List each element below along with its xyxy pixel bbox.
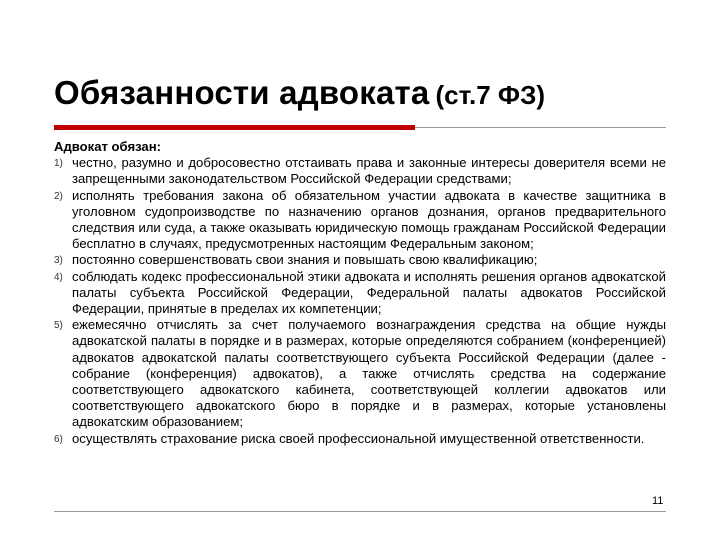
list-item-text: честно, разумно и добросовестно отстаивать права и законные интересы доверителя всеми не запрещенными законодательством Российской Федерации средствами; [72,155,666,187]
list-item [54,188,666,253]
list-item-text: исполнять требования закона об обязательном участии адвоката в качестве защитника в уголовном судопроизводстве по назначению органов дознания, органов предварительного следствия или суда, а также оказывать юридическую помощь гражданам Российской Федерации бесплатно в случаях, предусмотренных настоящим Федеральным законом; [72,187,666,252]
list-item [54,317,666,430]
list-item [54,155,666,187]
list-item [54,269,666,318]
list-item-number: 3) [54,255,63,267]
list-item-number: 2) [54,190,63,202]
title-accent-bar [54,125,415,130]
footer-divider-line [54,511,666,512]
page-number: 11 [652,495,664,507]
list-item-text: соблюдать кодекс профессиональной этики адвоката и исполнять решения органов адвокатской палаты субъекта Российской Федерации, Федеральной палаты адвокатов Российской Федерации, принятые в пределах их компетенции; [72,268,666,317]
list-item-text: осуществлять страхование риска своей профессиональной имущественной ответственности. [72,430,645,446]
duties-list [54,155,666,447]
list-item-number: 5) [54,320,63,332]
body-heading: Адвокат обязан: [54,139,161,154]
slide-title [54,74,545,112]
list-item-number: 4) [54,271,63,283]
list-item [54,431,666,447]
title-main: Обязанности адвоката [54,74,430,111]
list-item-text: постоянно совершенствовать свои знания и повышать свою квалификацию; [72,252,538,268]
list-item-text: ежемесячно отчислять за счет получаемого вознаграждения средства на общие нужды адвокатской палаты в порядке и в размерах, которые определяются собранием (конференцией) адвокатов адвокатской палаты соответствующего субъекта Российской Федерации (далее - собрание (конференция) адвокатов), а также отчислять средства на содержание соответствующего адвокатского кабинета, соответствующей коллегии адвокатов или соответствующего адвокатского бюро в порядке и в размерах, которые установлены адвокатским образованием; [72,317,666,430]
list-item [54,252,666,268]
list-item-number: 1) [54,158,63,170]
title-article-ref: (ст.7 ФЗ) [435,80,546,110]
slide-body [54,139,666,447]
list-item-number: 6) [54,433,63,445]
